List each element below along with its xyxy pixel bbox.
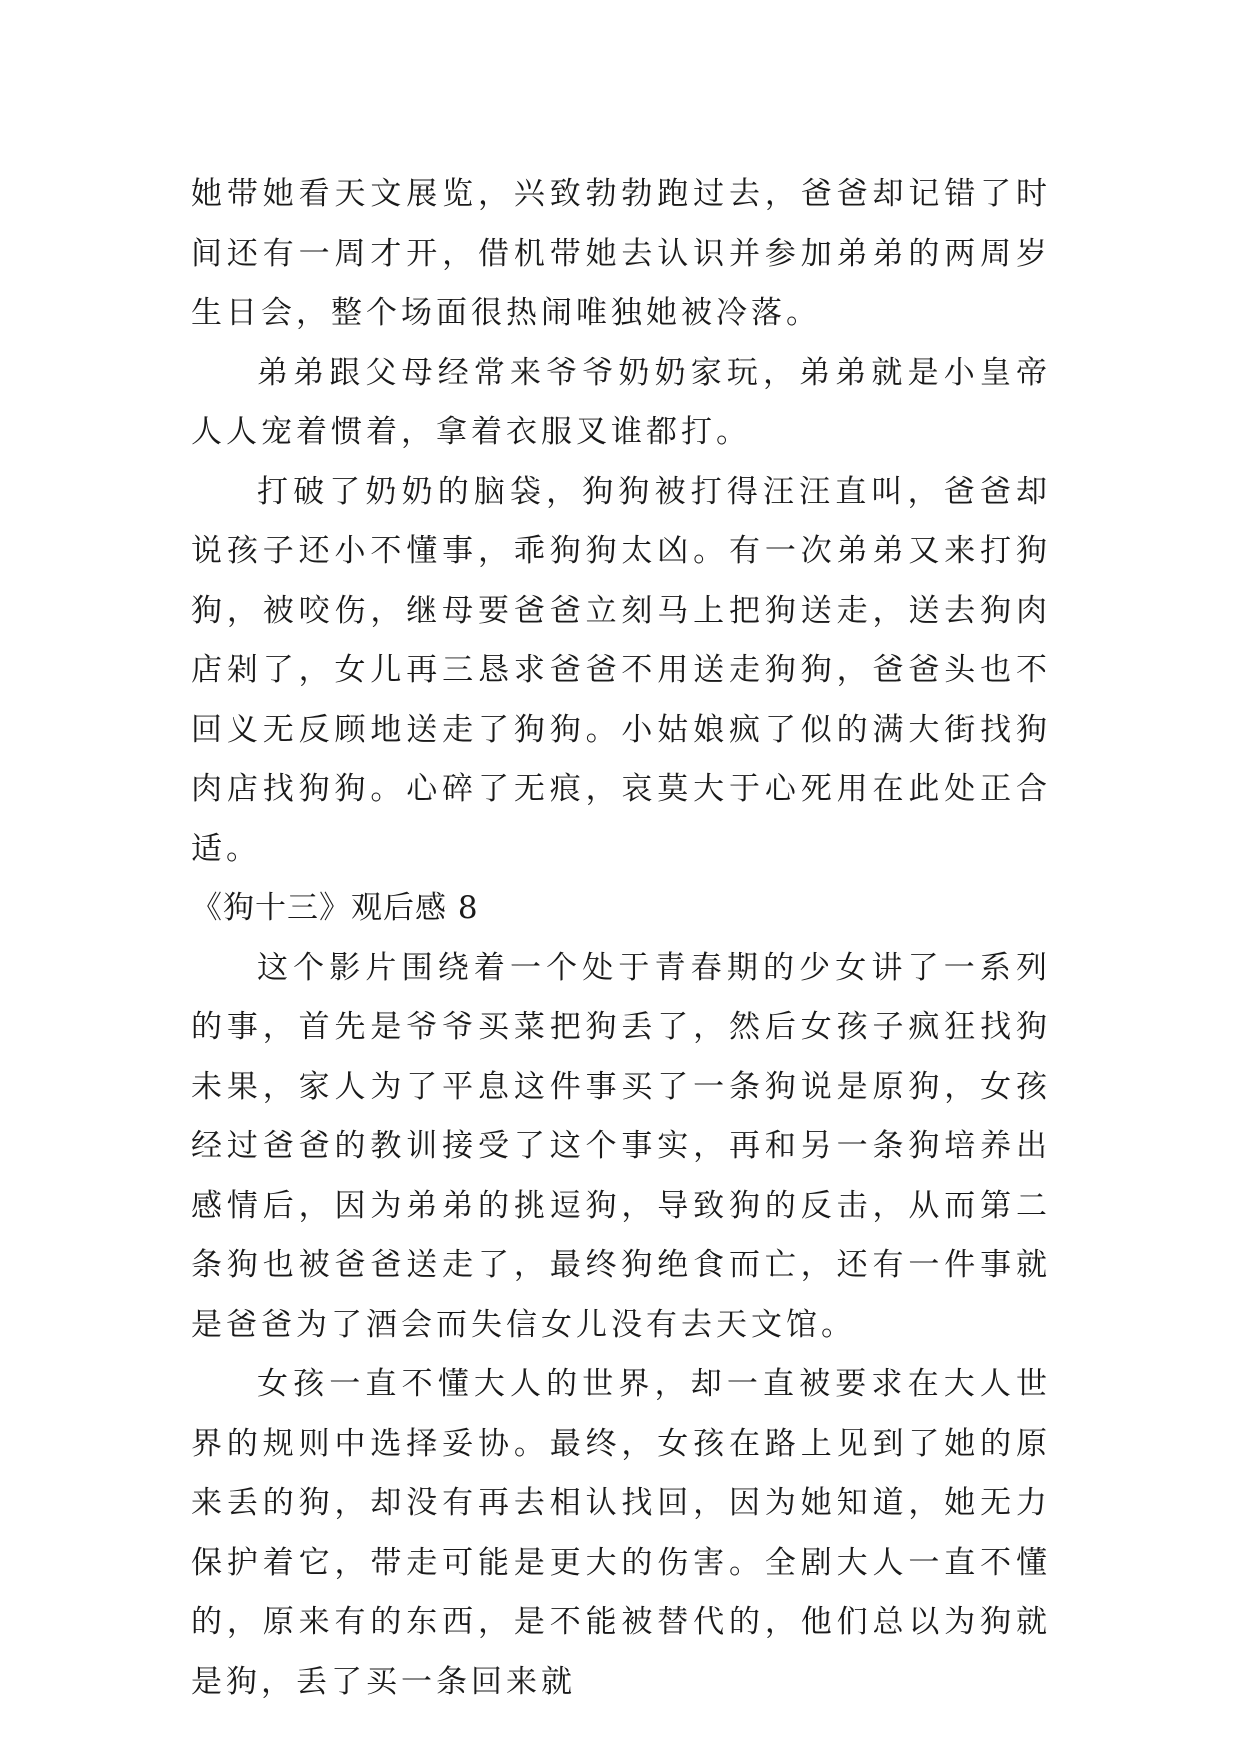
paragraph-dog-sent-away: 打破了奶奶的脑袋，狗狗被打得汪汪直叫，爸爸却说孩子还小不懂事，乖狗狗太凶。有一次弟弟又来打狗狗，被咬伤，继母要爸爸立刻马上把狗送走，送去狗肉店剁了，女儿再三恳求爸爸不用送走狗狗，爸爸头也不回义无反顾地送走了狗狗。小姑娘疯了似的满大街找狗肉店找狗狗。心碎了无痕，哀莫大于心死用在此处正合适。 (191, 473, 1051, 867)
section-heading: 《狗十三》观后感 8 (191, 890, 479, 926)
paragraph-continuation: 她带她看天文展览，兴致勃勃跑过去，爸爸却记错了时间还有一周才开，借机带她去认识并参加弟弟的两周岁生日会，整个场面很热闹唯独她被冷落。 (191, 176, 1051, 331)
paragraph-brother: 弟弟跟父母经常来爷爷奶奶家玩，弟弟就是小皇帝人人宠着惯着，拿着衣服叉谁都打。 (191, 354, 1051, 450)
paragraph-film-summary: 这个影片围绕着一个处于青春期的少女讲了一系列的事，首先是爷爷买菜把狗丢了，然后女孩子疯狂找狗未果，家人为了平息这件事买了一条狗说是原狗，女孩经过爸爸的教训接受了这个事实，再和另一条狗培养出感情后，因为弟弟的挑逗狗，导致狗的反击，从而第二条狗也被爸爸送走了，最终狗绝食而亡，还有一件事就是爸爸为了酒会而失信女儿没有去天文馆。 (191, 949, 1051, 1343)
paragraph-adult-world: 女孩一直不懂大人的世界，却一直被要求在大人世界的规则中选择妥协。最终，女孩在路上见到了她的原来丢的狗，却没有再去相认找回，因为她知道，她无力保护着它，带走可能是更大的伤害。全剧大人一直不懂的，原来有的东西，是不能被替代的，他们总以为狗就是狗，丢了买一条回来就 (191, 1366, 1051, 1700)
document-page (191, 165, 1051, 1712)
